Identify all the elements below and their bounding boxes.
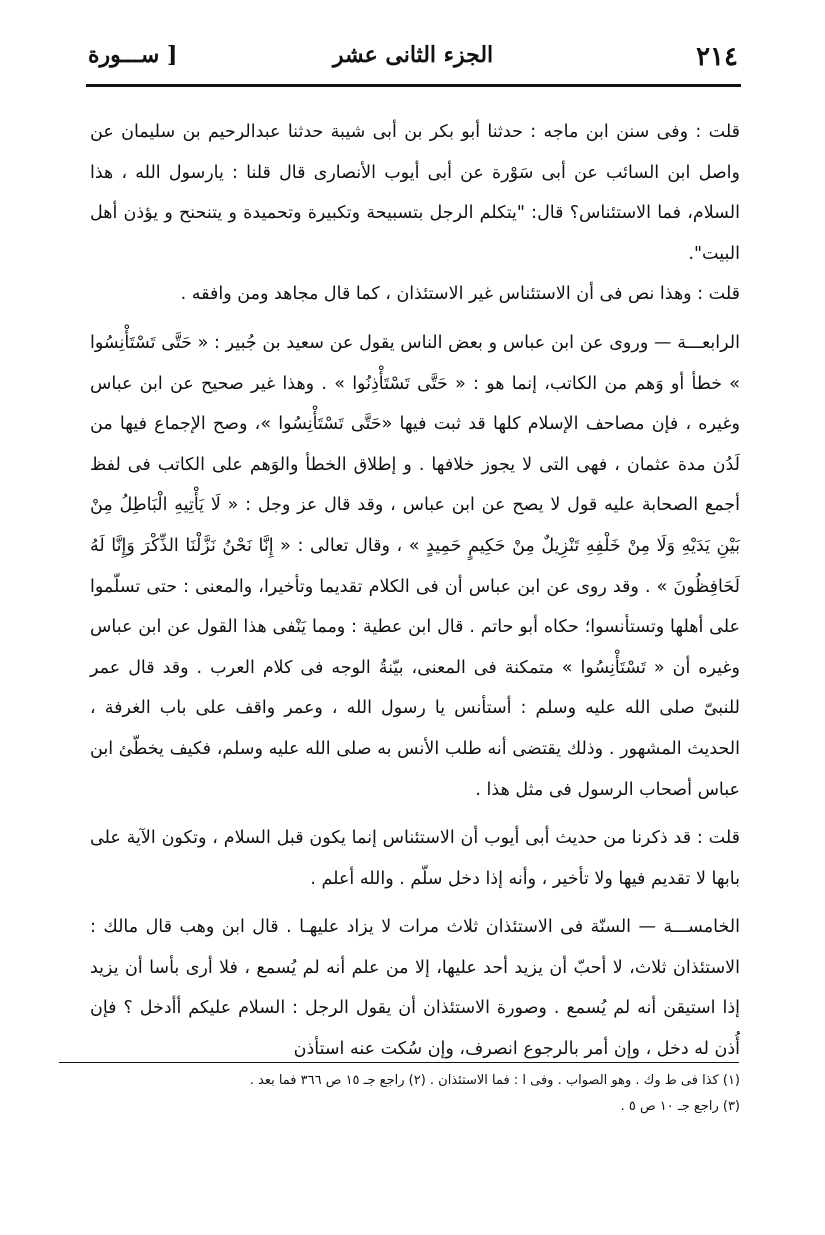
footnote-rule [59,1062,739,1063]
body-text [90,112,740,1060]
paragraph-fifth-issue: الخامســـة — السنّة فى الاستئذان ثلاث مرات لا يزاد عليهـا . قال ابن وهب قال مالك : الاستئذان ثلاث، لا أحبّ أن يزيد أحد عليها، إلا من علم أنه لم يُسمع ، فلا أرى بأسا أن يزيد إذا استيقن أنه لم يُسمع . وصورة الاستئذان أن يقول الرجل : السلام عليكم أأدخل ؟ فإن أُذن له دخل ، وإن أمر بالرجوع انصرف، وإن سُكت عنه استأذن [90,917,740,1060]
paragraph-note-istinas: قلت : وهذا نص فى أن الاستئناس غير الاستئذان ، كما قال مجاهد ومن وافقه . [180,284,740,305]
sura-label: [ ســـورة [88,42,178,68]
paragraph-ibn-majah-hadith: قلت : وفى سنن ابن ماجه : حدثنا أبو بكر بن أبى شيبة حدثنا عبدالرحيم بن سليمان عن واصل ابن السائب عن أبى سَوْرة عن أبى أيوب الأنصارى قال قلنا : يارسول الله ، هذا السلام، فما الاستئناس؟ قال: "يتكلم الرجل بتسبيحة وتكبيرة وتحميدة و يتنحنح و يؤذن أهل البيت". [90,122,740,264]
paragraph-note-abu-ayyub: قلت : قد ذكرنا من حديث أبى أيوب أن الاستئناس إنما يكون قبل السلام ، وتكون الآية على بابها لا تقديم فيها ولا تأخير ، وأنه إذا دخل سلّم . والله أعلم . [90,828,740,889]
paragraph-fourth-issue: الرابعـــة — وروى عن ابن عباس و بعض الناس يقول عن سعيد بن جُبير : « حَتَّى تَسْتَأْنِسُوا » خطأ أو وَهم من الكاتب، إنما هو : « حَتَّى تَسْتَأْذِنُوا » . وهذا غير صحيح عن ابن عباس وغيره ، فإن مصاحف الإسلام كلها قد ثبت فيها «حَتَّى تَسْتَأْنِسُوا »، وصح الإجماع فيها من لَدُن مدة عثمان ، فهى التى لا يجوز خلافها . و إطلاق الخطأ والوَهم على الكاتب فى لفظ أجمع الصحابة عليه قول لا يصح عن ابن عباس ، وقد قال عز وجل : « لَا يَأْتِيهِ الْبَاطِلُ مِنْ بَيْنِ يَدَيْهِ وَلَا مِنْ خَلْفِهِ تَنْزِيلٌ مِنْ حَكِيمٍ حَمِيدٍ » ، وقال تعالى : « إِنَّا نَحْنُ نَزَّلْنَا الذِّكْرَ وَإِنَّا لَهُ لَحَافِظُونَ » . وقد روى عن ابن عباس أن فى الكلام تقديما وتأخيرا، والمعنى : حتى تسلّموا على أهلها وتستأنسوا؛ حكاه أبو حاتم . قال ابن عطية : ومما يَنْفى هذا القول عن ابن عباس وغيره أن « تَسْتَأْنِسُوا » متمكنة فى المعنى، بيّنةُ الوجه فى كلام العرب . وقد قال عمر للنبىّ صلى الله عليه وسلم : أستأنس يا رسول الله ، وعمر واقف على باب الغرفة ، الحديث المشهور . وذلك يقتضى أنه طلب الأنس به صلى الله عليه وسلم، فكيف يخطّئ ابن عباس أصحاب الرسول فى مثل هذا . [90,332,740,800]
footnotes [90,1068,740,1120]
running-title: الجزء الثانى عشر [332,42,494,68]
footnote-line: (١) كذا فى ط وك . وهو الصواب . وفى ا : فما الاستئذان . (٢) راجع جـ ١٥ ص ٣٦٦ فما بعد . [249,1073,740,1088]
page-header [88,40,738,84]
page-number: ٢١٤ [696,42,738,72]
header-rule [86,84,741,87]
footnote-line: (٣) راجع جـ ١٠ ص ٥ . [620,1099,740,1114]
